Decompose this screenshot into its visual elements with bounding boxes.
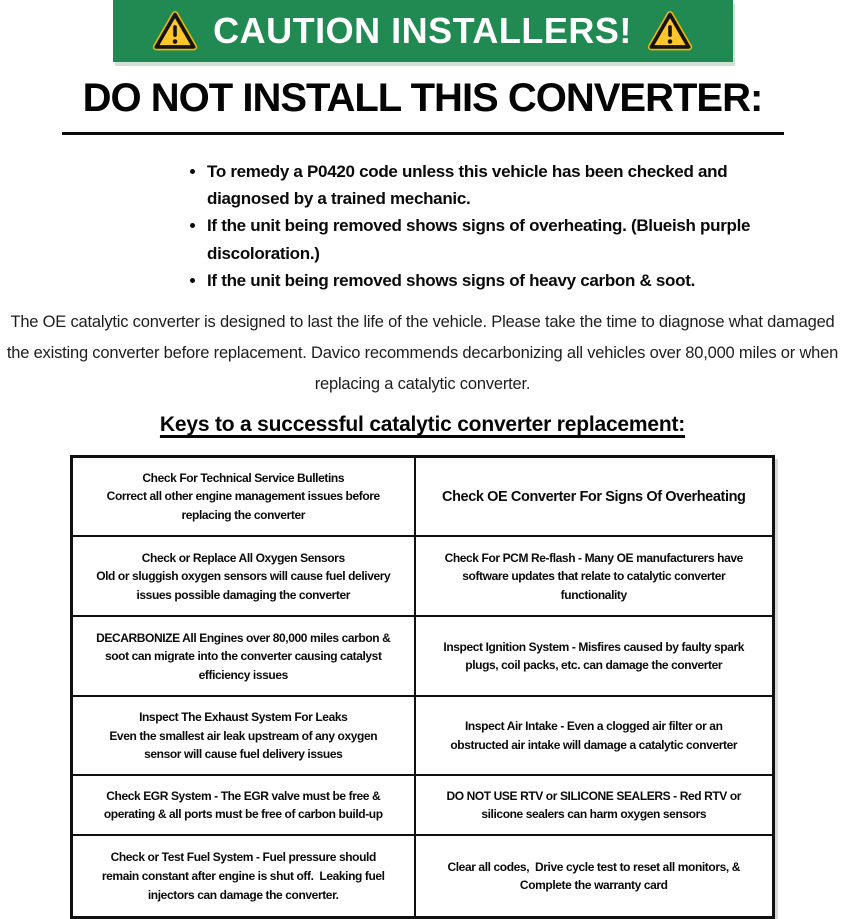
tip-cell: [72, 835, 415, 917]
tip-line: soot can migrate into the converter causing catalyst: [104, 649, 382, 664]
tip-line: Check For PCM Re-flash - Many OE manufacturers have: [444, 550, 743, 565]
tip-cell: [72, 536, 415, 616]
banner-title: CAUTION INSTALLERS!: [213, 10, 632, 51]
tip-cell: [415, 835, 774, 917]
headline: DO NOT INSTALL THIS CONVERTER:: [82, 76, 763, 120]
tip-line: Old or sluggish oxygen sensors will cause fuel delivery: [96, 569, 391, 584]
table-row: [72, 536, 774, 616]
warning-bullet: • If the unit being removed shows signs of overheating. (Blueish purple discoloration.): [207, 212, 757, 266]
tip-line: remain constant after engine is shut off. Leaking fuel: [101, 868, 385, 883]
tip-line: sensor will cause fuel delivery issues: [144, 747, 343, 762]
tip-line: Check EGR System - The EGR valve must be free &: [106, 788, 381, 803]
tip-cell: [72, 775, 415, 835]
table-row: [72, 456, 774, 536]
tip-line: Complete the warranty card: [519, 878, 668, 893]
tip-cell: [415, 616, 774, 696]
tip-line: Check or Test Fuel System - Fuel pressure should: [110, 850, 376, 865]
tip-line: plugs, coil packs, etc. can damage the converter: [465, 658, 723, 673]
tip-cell: [72, 456, 415, 536]
warning-bullet: • To remedy a P0420 code unless this vehicle has been checked and diagnosed by a trained mechanic.: [207, 158, 757, 212]
tip-line: injectors can damage the converter.: [147, 887, 339, 902]
tip-line: Check OE Converter For Signs Of Overheating: [442, 488, 746, 505]
tip-cell: [415, 696, 774, 775]
warning-triangle-icon: [152, 10, 198, 52]
tip-line: Check For Technical Service Bulletins: [142, 470, 345, 485]
tips-table: [70, 455, 775, 919]
keys-heading: Keys to a successful catalytic converter replacement:: [159, 412, 686, 436]
tip-line: Correct all other engine management issues before: [106, 489, 380, 504]
tip-line: Clear all codes, Drive cycle test to reset all monitors, &: [447, 859, 741, 874]
tip-line: DECARBONIZE All Engines over 80,000 miles carbon &: [96, 630, 391, 645]
warning-bullet: • If the unit being removed shows signs of heavy carbon & soot.: [207, 267, 757, 294]
tip-line: issues possible damaging the converter: [136, 587, 351, 602]
table-row: [72, 696, 774, 775]
tip-line: Inspect The Exhaust System For Leaks: [139, 710, 348, 725]
tip-line: functionality: [560, 587, 627, 602]
table-row: [72, 835, 774, 917]
tip-cell: [72, 616, 415, 696]
tip-line: Inspect Air Intake - Even a clogged air filter or an: [465, 719, 723, 734]
table-row: [72, 616, 774, 696]
warning-triangle-icon: [647, 10, 693, 52]
tip-cell: [415, 536, 774, 616]
tip-line: software updates that relate to catalytic converter: [462, 569, 726, 584]
tip-line: efficiency issues: [198, 667, 288, 682]
tip-line: operating & all ports must be free of carbon build-up: [103, 807, 383, 822]
tip-line: Even the smallest air leak upstream of any oxygen: [109, 728, 378, 743]
tip-cell: [72, 696, 415, 775]
table-row: [72, 775, 774, 835]
tip-line: replacing the converter: [181, 508, 305, 523]
tip-line: Inspect Ignition System - Misfires caused by faulty spark: [443, 639, 745, 654]
divider-rule: [62, 132, 784, 135]
caution-banner: [113, 0, 733, 62]
tip-line: obstructed air intake will damage a catalytic converter: [450, 737, 738, 752]
tip-cell: [415, 456, 774, 536]
tip-line: DO NOT USE RTV or SILICONE SEALERS - Red RTV or: [446, 788, 742, 803]
tip-line: Check or Replace All Oxygen Sensors: [141, 550, 345, 565]
tip-cell: [415, 775, 774, 835]
intro-paragraph: The OE catalytic converter is designed to last the life of the vehicle. Please take the time to diagnose what damaged the existing converter before replacement. Davico recommends decarbonizing all vehicles over 80,000 miles or when replacing a catalytic converter.: [6, 312, 839, 393]
warning-bullet-list: [185, 158, 757, 294]
tip-line: silicone sealers can harm oxygen sensors: [481, 807, 707, 822]
